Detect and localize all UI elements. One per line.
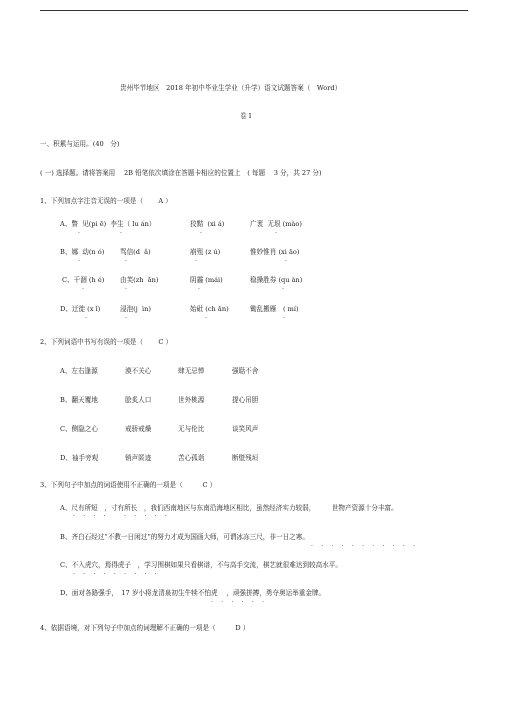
emphasis-dots: · · · · · · · · · · · [311, 543, 419, 550]
q2-option-b [0, 396, 505, 405]
q1-option-a-part: 广袤 无垠 (mào) [250, 220, 302, 228]
emphasis-dot: · [200, 230, 202, 237]
q3-option-b: B、齐白石经过“不教一日闲过”的努力才成为国画大师，可谓冰冻三尺，非一日之寒。 [60, 533, 309, 541]
q1-option-b-part: B、娜 动(n ó) [60, 248, 105, 256]
emphasis-dots: · · · · · · [211, 599, 268, 606]
q1-option-a-part: A、瞥 见(pi ē) 李生（ lu án） [60, 220, 156, 228]
emphasis-dot: · [275, 230, 277, 237]
q2-option-a [0, 367, 505, 376]
emphasis-dot: · [198, 286, 200, 293]
q1-option-c-part: 由芙(zh ǎn) [120, 276, 159, 284]
q2-option-c-part: 谈笑风声 [232, 425, 259, 433]
q2-option-a-part: A、左右逢源 [60, 367, 98, 375]
q2-option-a-part: 肆无忌惮 [178, 367, 205, 375]
emphasis-dot: · [205, 315, 207, 322]
q1-option-a-part: 狡黠 (xi á) [190, 220, 225, 228]
emphasis-dots: · · · · · · · · · [73, 571, 160, 578]
question-2-stem: 2、下列词语中书写有误的一项是（ C ） [40, 338, 173, 346]
q2-option-c [0, 425, 505, 434]
emphasis-dot: · [195, 258, 197, 265]
q3-option-c: C、不入虎穴，焉得虎子 ，学习围棋如果只看棋谱，不与高手交流，棋艺就很难达到较高水平。 [60, 561, 342, 569]
q1-option-b [0, 248, 505, 257]
q2-option-b-part: 提心吊胆 [232, 396, 259, 404]
emphasis-dot: · [282, 286, 284, 293]
q1-option-a [0, 220, 505, 229]
q2-option-b-part: 脍炙人口 [125, 396, 152, 404]
section-heading: 一、积累与运用。(40 分) [40, 140, 120, 148]
q3-option-d: D、面对各路强手， 17 岁小将龙清泉初生牛犊不怕虎 ，顽强拼搏，勇夺奥运举重金牌。 [60, 589, 326, 597]
q1-option-d-part: D、迂徙 (x ǐ) [60, 305, 101, 313]
q1-option-d [0, 305, 505, 314]
header-rule [40, 10, 468, 11]
q3-option-a: A、尺有所短 ，寸有所长 ，我们西南地区与东南沿海地区相比，虽然经济实力较弱， 世物产资源十分丰富。 [60, 504, 398, 512]
q1-option-c-part: 阴霾 (mái) [190, 276, 223, 284]
q1-option-b-part: 骂信(d ǎ) [120, 248, 151, 256]
q1-option-d-part: 始砒 (ch ǎn) [190, 305, 229, 313]
q1-option-c-part: 稳操胜券 (qu àn) [250, 276, 303, 284]
question-1-stem: 1、下列加点字注音无误的一项是（ A ） [40, 197, 172, 205]
q2-option-b-part: 世外桃源 [178, 396, 205, 404]
q1-option-d-part: 锄乱搬雁 ( mí) [250, 305, 299, 313]
emphasis-dot: · [283, 315, 285, 322]
emphasis-dot: · [78, 230, 80, 237]
emphasis-dot: · [120, 230, 122, 237]
q2-option-d-part: 断壁残垣 [232, 454, 259, 462]
q2-option-a-part: 漠不关心 [125, 367, 152, 375]
emphasis-dot: · [125, 286, 127, 293]
emphasis-dot: · [125, 258, 127, 265]
volume-label: 卷 I [240, 112, 252, 120]
q1-option-c-part: C、干涸 (h é) [62, 276, 105, 284]
q2-option-a-part: 强聒不舍 [232, 367, 259, 375]
q1-option-b-part: 惟妙惟肖 (xi āo) [250, 248, 300, 256]
question-3-stem: 3、下列句子中加点的词语使用不正确的一项是（ C ） [40, 481, 217, 489]
q2-option-d-part: 销声匿迹 [125, 454, 152, 462]
q2-option-d [0, 454, 505, 463]
emphasis-dot: · [82, 286, 84, 293]
page-title: 贵州毕节地区 2018 年初中毕业生学业（升学）语文试题答案（ Word） [120, 84, 342, 92]
emphasis-dot: · [285, 258, 287, 265]
emphasis-dot: · [125, 315, 127, 322]
q1-option-b-part: 崩殂 (z ú) [190, 248, 221, 256]
section-instruction: ( 一) 选择题。请将答案用 2B 铅笔依次填涂在答题卡相应的位置上 ( 每题 3 分，共 27 分) [40, 169, 322, 177]
emphasis-dot: · [85, 315, 87, 322]
q2-option-d-part: 苦心孤诣 [178, 454, 205, 462]
q2-option-c-part: C、侧隐之心 [60, 425, 99, 433]
q1-option-d-part: 浸泡(j ìn) [120, 305, 151, 313]
emphasis-dot: · [78, 258, 80, 265]
q2-option-c-part: 无与伦比 [178, 425, 205, 433]
q1-option-c [0, 276, 505, 285]
emphasis-dots: · · · · · · · · · [73, 513, 171, 520]
q2-option-b-part: B、翻天覆地 [60, 396, 98, 404]
q2-option-c-part: 戒骄戒燥 [125, 425, 152, 433]
question-4-stem: 4、依据语境，对下列句子中加点的词理解不正确的一项是（ D ） [40, 624, 250, 632]
q2-option-d-part: D、袖手旁观 [60, 454, 99, 462]
